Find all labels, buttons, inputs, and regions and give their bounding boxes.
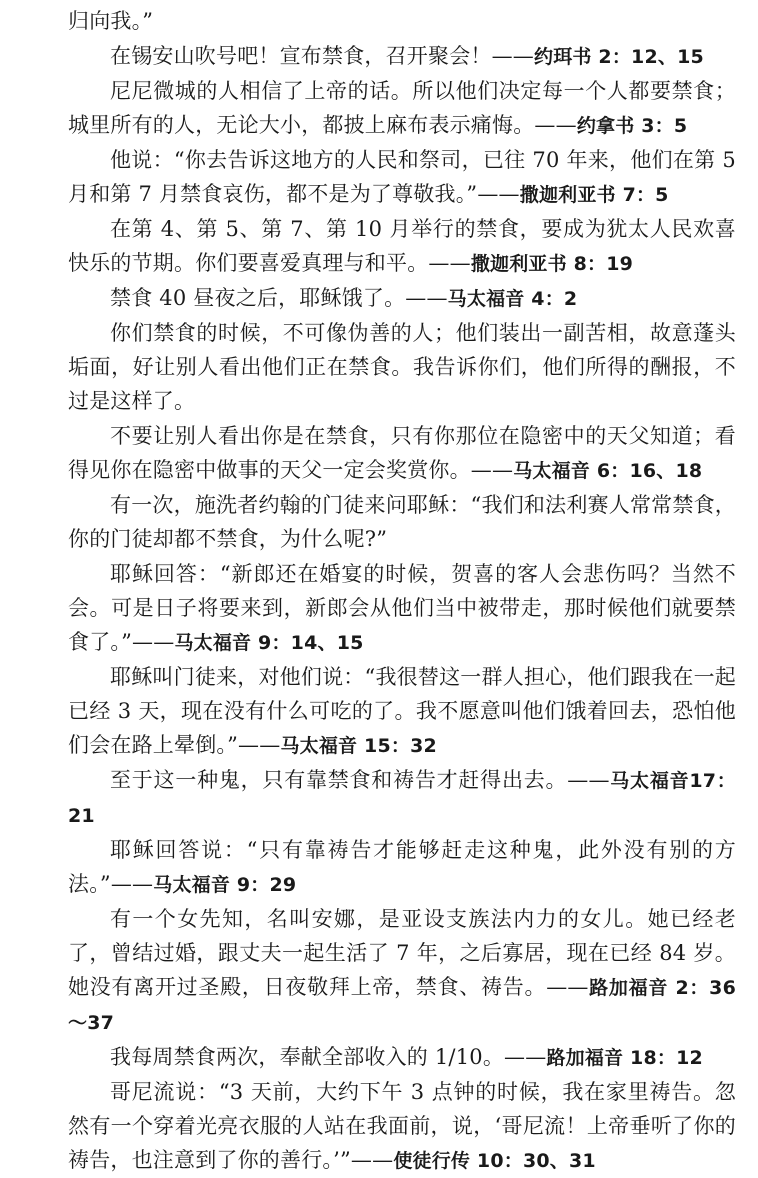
paragraph-text: 尼尼微城的人相信了上帝的话。所以他们决定每一个人都要禁食；城里所有的人，无论大小，都披上麻布表示痛悔。——: [68, 79, 736, 137]
paragraph: [68, 557, 736, 660]
paragraph: [68, 660, 736, 763]
paragraph-text: 耶稣回答：“新郎还在婚宴的时候，贺喜的客人会悲伤吗？当然不会。可是日子将要来到，新郎会从他们当中被带走，那时候他们就要禁食了。”——: [68, 562, 736, 654]
paragraph-text: 耶稣叫门徒来，对他们说：“我很替这一群人担心，他们跟我在一起已经 3 天，现在没有什么可吃的了。我不愿意叫他们饿着回去，恐怕他们会在路上晕倒。”——: [68, 665, 736, 757]
paragraph-text: 不要让别人看出你是在禁食，只有你那位在隐密中的天父知道；看得见你在隐密中做事的天父一定会奖赏你。——: [68, 424, 736, 482]
scripture-reference: 马太福音 9：14、15: [174, 632, 364, 654]
paragraph-text: 在第 4、第 5、第 7、第 10 月举行的禁食，要成为犹太人民欢喜快乐的节期。你们要喜爱真理与和平。——: [68, 217, 736, 275]
paragraph-text: 你们禁食的时候，不可像伪善的人；他们装出一副苦相，故意蓬头垢面，好让别人看出他们正在禁食。我告诉你们，他们所得的酬报，不过是这样了。: [68, 321, 736, 413]
paragraph-text: 耶稣回答说：“只有靠祷告才能够赶走这种鬼，此外没有别的方法。”——: [68, 838, 736, 896]
paragraph: [68, 1040, 736, 1075]
paragraph: [68, 39, 736, 74]
paragraph-text: 归向我。”: [68, 9, 154, 33]
paragraph-text: 禁食 40 昼夜之后，耶稣饿了。——: [110, 286, 448, 310]
paragraph: [68, 4, 736, 39]
scripture-reference: 路加福音 18：12: [546, 1047, 703, 1069]
paragraph-text: 哥尼流说：“3 天前，大约下午 3 点钟的时候，我在家里祷告。忽然有一个穿着光亮衣服的人站在我面前，说，‘哥尼流！上帝垂听了你的祷告，也注意到了你的善行。’”——: [68, 1080, 736, 1172]
scripture-reference: 马太福音 4：2: [447, 288, 578, 310]
scripture-reference: 路加福音 2：36～37: [68, 977, 736, 1034]
document-page: [68, 4, 736, 1178]
scripture-reference: 马太福音 15：32: [280, 735, 437, 757]
paragraph: [68, 143, 736, 212]
paragraph: [68, 763, 736, 833]
paragraph-text: 在锡安山吹号吧！宣布禁食，召开聚会！——: [110, 44, 534, 68]
paragraph-text: 至于这一种鬼，只有靠禁食和祷告才赶得出去。——: [110, 768, 610, 792]
paragraph-text: 有一次，施洗者约翰的门徒来问耶稣：“我们和法利赛人常常禁食，你的门徒却都不禁食，为什么呢?”: [68, 493, 736, 551]
paragraph-text: 有一个女先知，名叫安娜，是亚设支族法内力的女儿。她已经老了，曾结过婚，跟丈夫一起生活了 7 年，之后寡居，现在已经 84 岁。她没有离开过圣殿，日夜敬拜上帝，禁食、祷告。——: [68, 907, 736, 999]
paragraph: [68, 488, 736, 557]
paragraph: [68, 212, 736, 281]
paragraph-text: 我每周禁食两次，奉献全部收入的 1/10。——: [110, 1045, 547, 1069]
scripture-reference: 撒迦利亚书 8：19: [470, 253, 634, 275]
paragraph: [68, 74, 736, 143]
scripture-reference: 约珥书 2：12、15: [534, 46, 704, 68]
paragraph: [68, 419, 736, 488]
paragraph: [68, 902, 736, 1040]
scripture-reference: 马太福音 6：16、18: [513, 460, 703, 482]
paragraph: [68, 833, 736, 902]
scripture-reference: 马太福音17：21: [68, 770, 736, 827]
paragraph: [68, 281, 736, 316]
scripture-reference: 撒迦利亚书 7：5: [519, 184, 669, 206]
paragraph: [68, 316, 736, 419]
scripture-reference: 马太福音 9：29: [153, 874, 297, 896]
paragraph: [68, 1075, 736, 1178]
paragraph-text: 他说：“你去告诉这地方的人民和祭司，已往 70 年来，他们在第 5 月和第 7 月禁食哀伤，都不是为了尊敬我。”——: [68, 148, 736, 206]
scripture-reference: 使徒行传 10：30、31: [393, 1150, 596, 1172]
scripture-reference: 约拿书 3：5: [576, 115, 688, 137]
